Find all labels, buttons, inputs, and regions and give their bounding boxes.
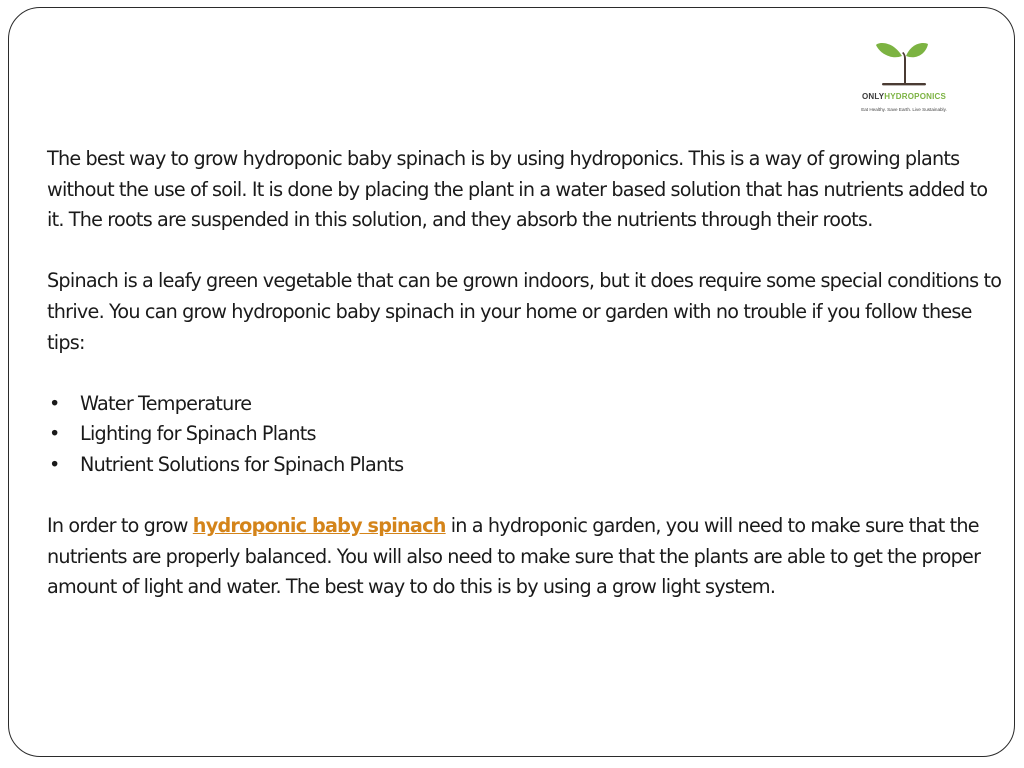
article-body: [47, 144, 1002, 634]
logo-tagline: Eat Healthy. Save Earth. Live Sustainably.: [861, 107, 947, 112]
sprout-icon: [868, 36, 940, 92]
list-item: [47, 389, 1002, 420]
slide-frame: [8, 7, 1015, 757]
tips-list: [47, 389, 1002, 481]
logo-wordmark-hydroponics: HYDROPONICS: [884, 92, 947, 101]
list-item: [47, 450, 1002, 481]
tip-label: Water Temperature: [80, 391, 252, 415]
spinach-link[interactable]: hydroponic baby spinach: [192, 514, 446, 538]
bullet: •: [49, 391, 60, 415]
logo-wordmark: [841, 92, 967, 101]
list-item: [47, 419, 1002, 450]
bullet: •: [49, 422, 60, 446]
logo-wordmark-only: ONLY: [861, 92, 885, 101]
paragraph-spinach: Spinach is a leafy green vegetable that can be grown indoors, but it does require some special conditions to thrive. You can grow hydroponic baby spinach in your home or garden with no trouble if you follow these tips:: [47, 269, 1002, 354]
conclusion-text-end: in a hydroponic garden, you will need to make sure that the nutrients are properly balanced. You will also need to make sure that the plants are able to get the proper amount of light and water. The best way to do this is by using a grow light system.: [47, 514, 981, 599]
paragraph-intro: The best way to grow hydroponic baby spinach is by using hydroponics. This is a way of growing plants without the use of soil. It is done by placing the plant in a water based solution that has nutrients added to it. The roots are suspended in this solution, and they absorb the nutrients through their roots.: [47, 147, 988, 232]
tip-label: Lighting for Spinach Plants: [80, 422, 316, 446]
conclusion-text-start: In order to grow: [47, 514, 193, 538]
bullet: •: [49, 452, 60, 476]
brand-logo[interactable]: [841, 36, 967, 118]
tip-label: Nutrient Solutions for Spinach Plants: [80, 452, 404, 476]
paragraph-conclusion: [47, 511, 1002, 603]
